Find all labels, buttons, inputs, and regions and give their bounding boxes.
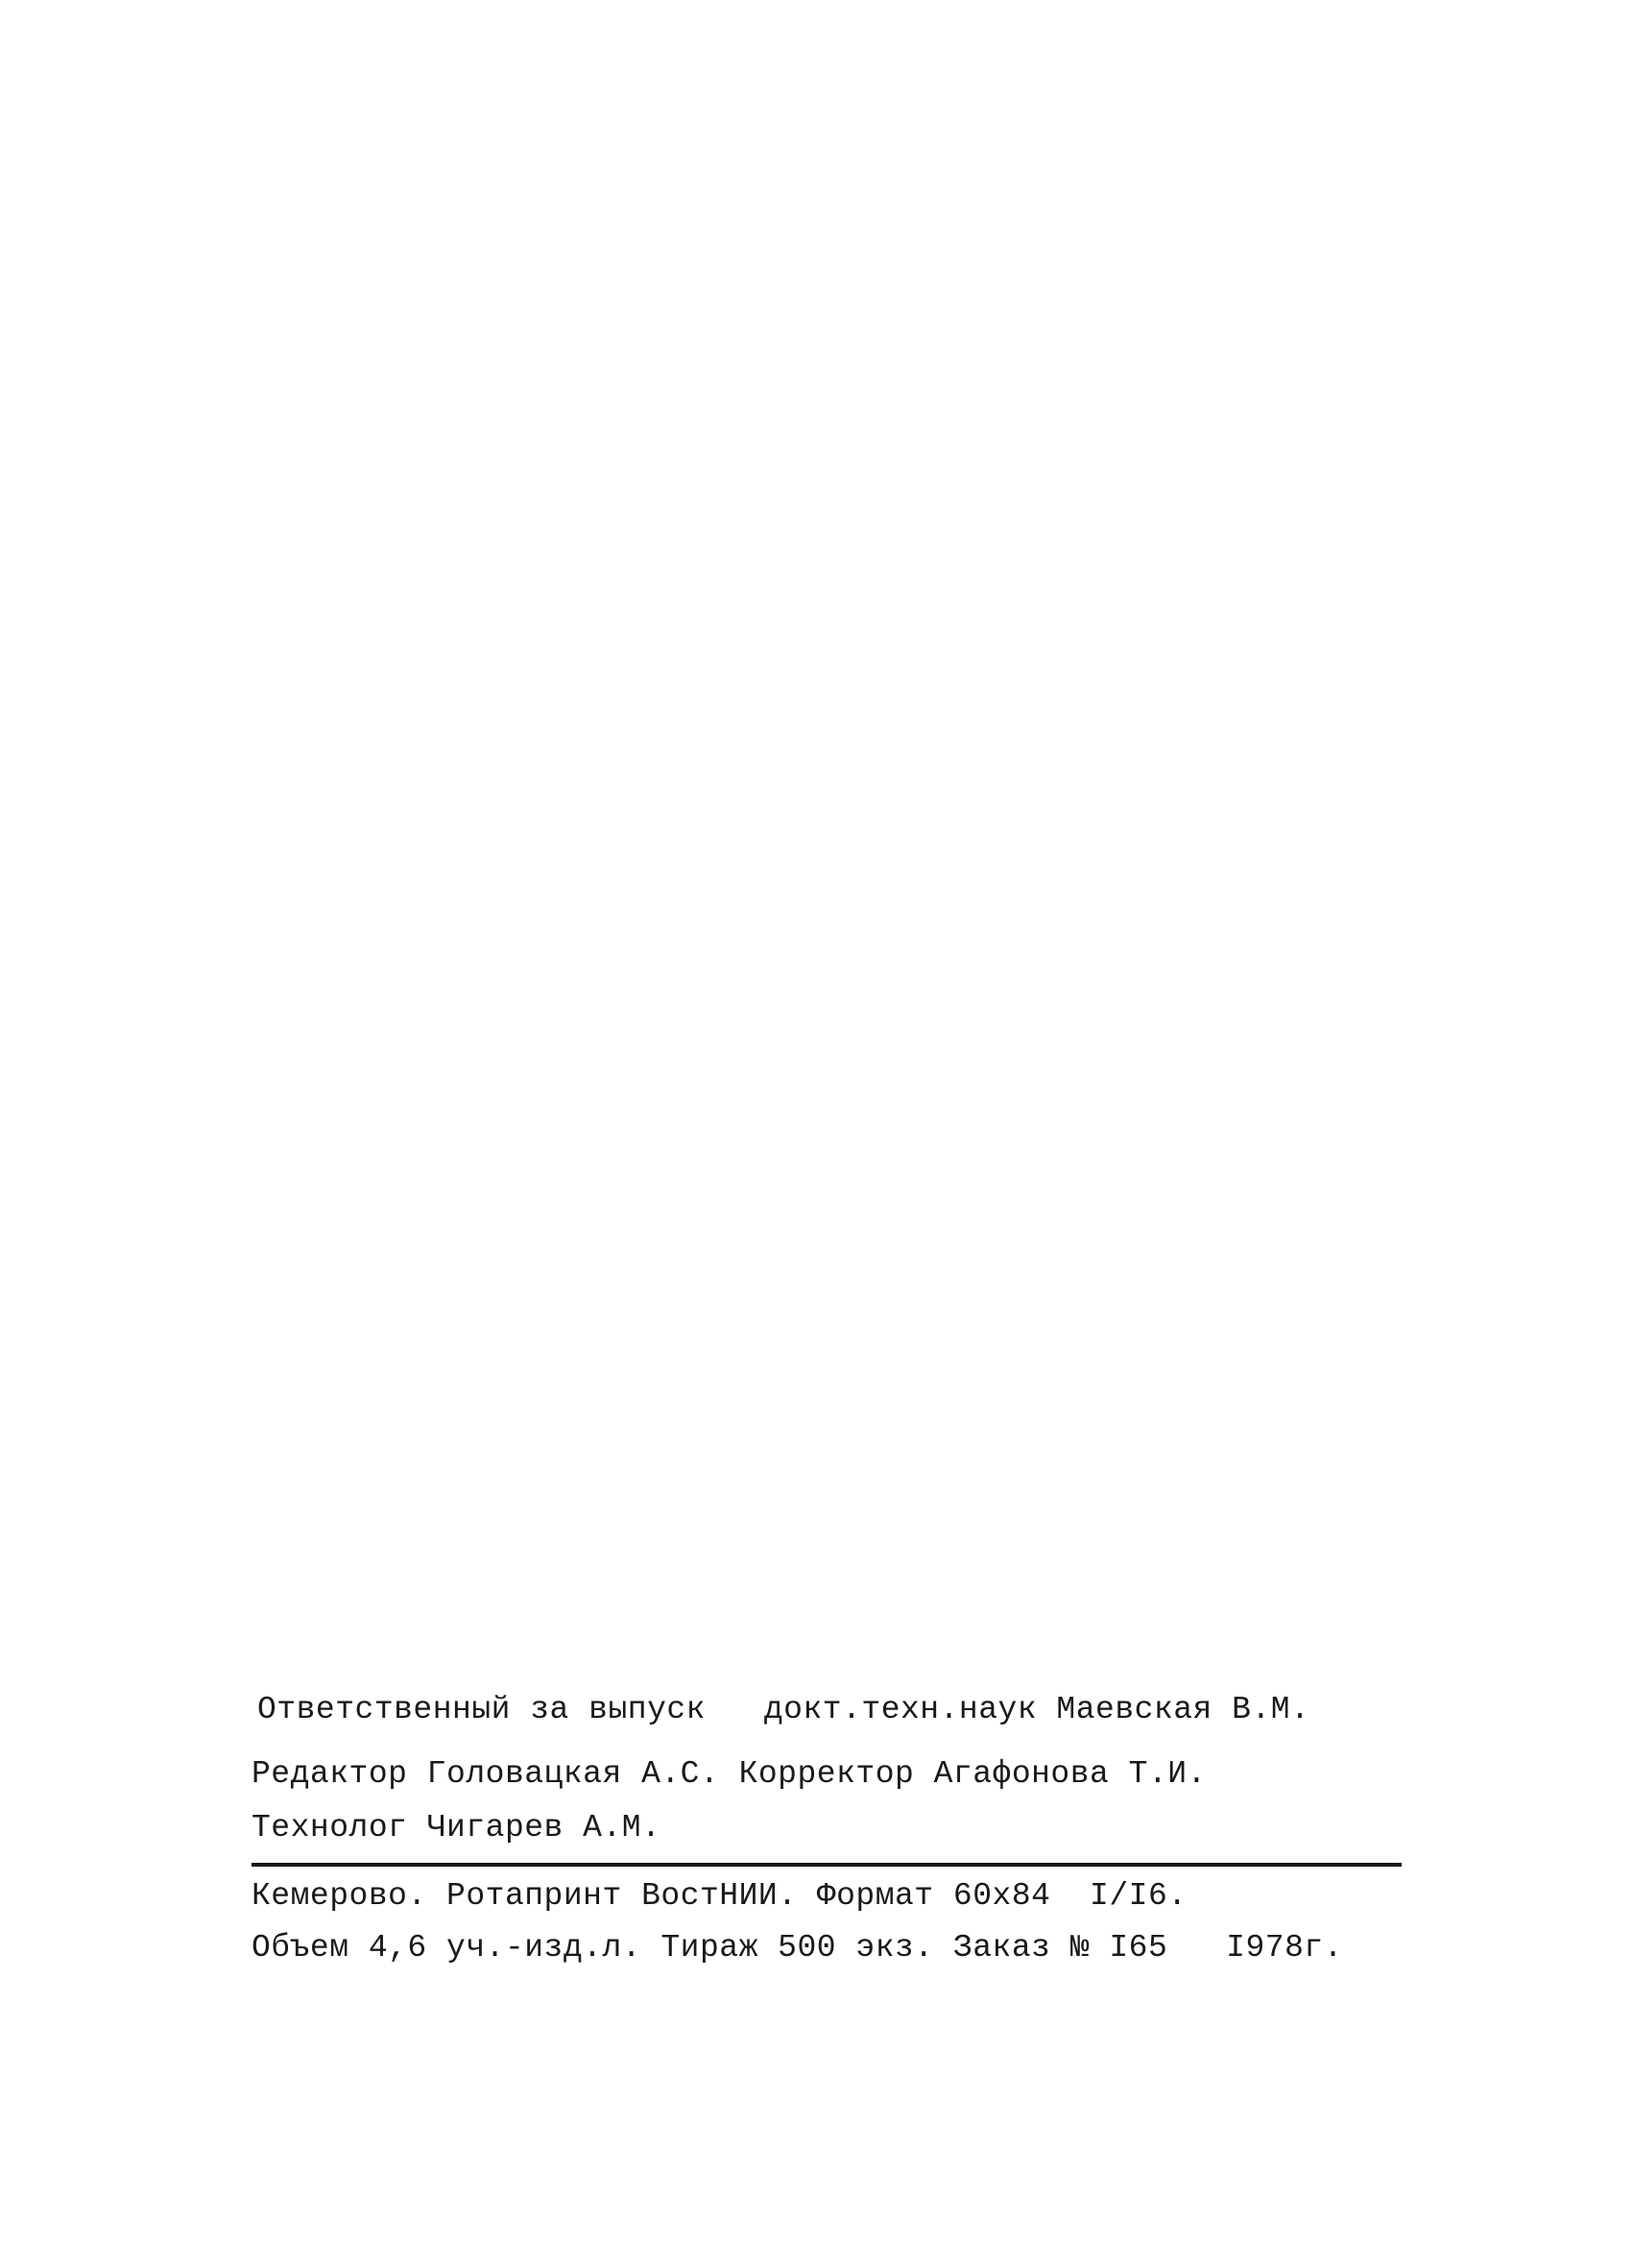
imprint-line-1: Кемерово. Ротапринт ВостНИИ. Формат 60х84 I/I6.	[252, 1878, 1188, 1914]
technologist-line: Технолог Чигарев А.М.	[252, 1810, 661, 1846]
imprint-line-2: Объем 4,6 уч.-изд.л. Тираж 500 экз. Заказ № I65 I978г.	[252, 1930, 1343, 1966]
responsible-line: Ответственный за выпуск докт.техн.наук Маевская В.М.	[257, 1692, 1310, 1727]
editors-line: Редактор Головацкая А.С. Корректор Агафонова Т.И.	[252, 1756, 1207, 1792]
divider-rule	[252, 1863, 1402, 1867]
